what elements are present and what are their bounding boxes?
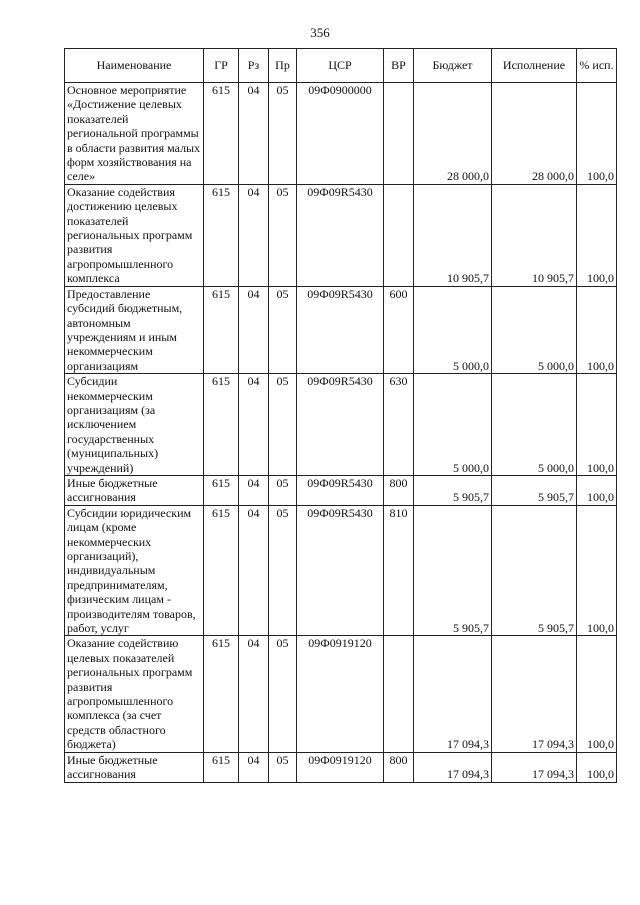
table-row — [65, 475, 617, 505]
row-budget: 28 000,0 — [414, 83, 492, 185]
row-csr: 09Ф0919120 — [297, 636, 384, 752]
row-csr: 09Ф09R5430 — [297, 505, 384, 636]
row-pr: 05 — [269, 374, 297, 476]
row-percent: 100,0 — [577, 475, 617, 505]
header-pr: Пр — [269, 49, 297, 83]
row-name: Основное мероприятие «Достижение целевых показателей региональной программы в области развития малых форм хозяйствования на селе» — [65, 83, 204, 185]
row-csr: 09Ф0919120 — [297, 752, 384, 782]
row-pr: 05 — [269, 286, 297, 373]
row-rz: 04 — [239, 636, 269, 752]
table-row — [65, 505, 617, 636]
row-budget: 5 905,7 — [414, 475, 492, 505]
row-csr: 09Ф09R5430 — [297, 374, 384, 476]
row-pr: 05 — [269, 505, 297, 636]
header-percent: % исп. — [577, 49, 617, 83]
row-gr: 615 — [204, 752, 239, 782]
row-vr — [384, 184, 414, 286]
row-vr: 800 — [384, 752, 414, 782]
header-gr: ГР — [204, 49, 239, 83]
row-name: Предоставление субсидий бюджетным, автономным учреждениям и иным некоммерческим организациям — [65, 286, 204, 373]
row-pr: 05 — [269, 636, 297, 752]
page-number: 356 — [310, 25, 330, 40]
table-header-row — [65, 49, 617, 83]
row-name: Иные бюджетные ассигнования — [65, 475, 204, 505]
row-rz: 04 — [239, 752, 269, 782]
row-csr: 09Ф0900000 — [297, 83, 384, 185]
row-execution: 5 000,0 — [492, 286, 577, 373]
row-execution: 17 094,3 — [492, 636, 577, 752]
table-row — [65, 286, 617, 373]
row-name: Оказание содействия достижению целевых показателей региональных программ развития агропромышленного комплекса — [65, 184, 204, 286]
row-percent: 100,0 — [577, 286, 617, 373]
row-budget: 10 905,7 — [414, 184, 492, 286]
header-rz: Рз — [239, 49, 269, 83]
row-vr: 800 — [384, 475, 414, 505]
table-row — [65, 83, 617, 185]
row-rz: 04 — [239, 475, 269, 505]
row-budget: 17 094,3 — [414, 636, 492, 752]
row-gr: 615 — [204, 83, 239, 185]
row-execution: 5 905,7 — [492, 505, 577, 636]
row-percent: 100,0 — [577, 83, 617, 185]
row-budget: 17 094,3 — [414, 752, 492, 782]
row-gr: 615 — [204, 184, 239, 286]
header-name: Наименование — [65, 49, 204, 83]
row-pr: 05 — [269, 752, 297, 782]
row-budget: 5 000,0 — [414, 374, 492, 476]
row-name: Субсидии юридическим лицам (кроме некоммерческих организаций), индивидуальным предпринимателям, физическим лицам - производителям товаров, работ, услуг — [65, 505, 204, 636]
row-rz: 04 — [239, 374, 269, 476]
row-pr: 05 — [269, 475, 297, 505]
row-budget: 5 905,7 — [414, 505, 492, 636]
row-csr: 09Ф09R5430 — [297, 286, 384, 373]
header-budget: Бюджет — [414, 49, 492, 83]
row-execution: 28 000,0 — [492, 83, 577, 185]
row-vr: 630 — [384, 374, 414, 476]
row-rz: 04 — [239, 184, 269, 286]
row-percent: 100,0 — [577, 505, 617, 636]
row-vr — [384, 636, 414, 752]
row-percent: 100,0 — [577, 636, 617, 752]
row-gr: 615 — [204, 374, 239, 476]
row-gr: 615 — [204, 505, 239, 636]
header-vr: ВР — [384, 49, 414, 83]
table-row — [65, 636, 617, 752]
row-rz: 04 — [239, 83, 269, 185]
row-execution: 5 905,7 — [492, 475, 577, 505]
row-execution: 10 905,7 — [492, 184, 577, 286]
row-pr: 05 — [269, 184, 297, 286]
budget-table — [64, 48, 617, 783]
row-percent: 100,0 — [577, 374, 617, 476]
row-percent: 100,0 — [577, 752, 617, 782]
row-gr: 615 — [204, 286, 239, 373]
row-execution: 5 000,0 — [492, 374, 577, 476]
row-csr: 09Ф09R5430 — [297, 184, 384, 286]
row-budget: 5 000,0 — [414, 286, 492, 373]
row-rz: 04 — [239, 286, 269, 373]
row-percent: 100,0 — [577, 184, 617, 286]
row-vr — [384, 83, 414, 185]
row-vr: 810 — [384, 505, 414, 636]
row-pr: 05 — [269, 83, 297, 185]
row-csr: 09Ф09R5430 — [297, 475, 384, 505]
table-row — [65, 184, 617, 286]
row-rz: 04 — [239, 505, 269, 636]
row-name: Иные бюджетные ассигнования — [65, 752, 204, 782]
row-gr: 615 — [204, 475, 239, 505]
header-csr: ЦСР — [297, 49, 384, 83]
row-name: Субсидии некоммерческим организациям (за исключением государственных (муниципальных) учреждений) — [65, 374, 204, 476]
table-row — [65, 752, 617, 782]
row-execution: 17 094,3 — [492, 752, 577, 782]
row-vr: 600 — [384, 286, 414, 373]
table-row — [65, 374, 617, 476]
header-execution: Исполнение — [492, 49, 577, 83]
row-gr: 615 — [204, 636, 239, 752]
row-name: Оказание содействию целевых показателей региональных программ развития агропромышленного комплекса (за счет средств областного бюджета) — [65, 636, 204, 752]
